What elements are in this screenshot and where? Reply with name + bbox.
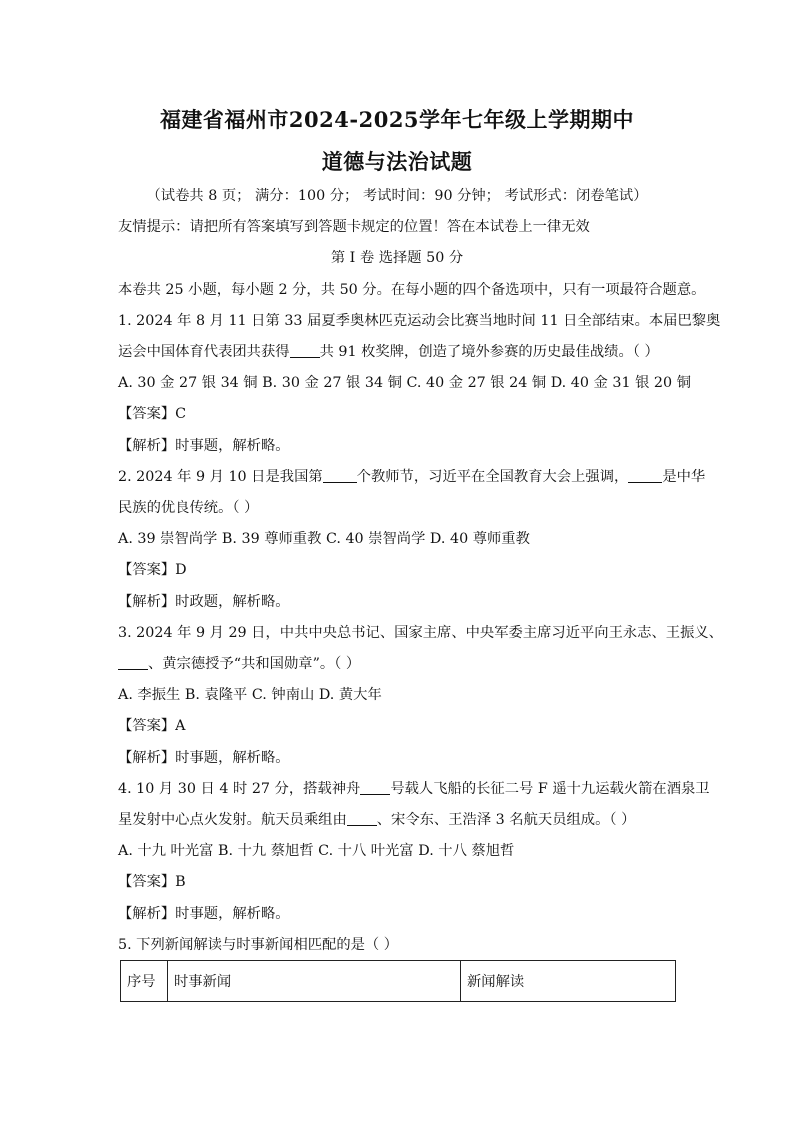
q1-stem-line2: 运会中国体育代表团共获得 共 91 枚奖牌，创造了境外参赛的历史最佳战绩。（ ） xyxy=(118,344,659,360)
table-header-cell: 新闻解读 xyxy=(461,961,676,1002)
exam-info: （试卷共 8 页； 满分：100 分； 考试时间：90 分钟； 考试形式：闭卷笔试） xyxy=(146,188,648,204)
q1-answer: 【答案】C xyxy=(118,406,187,422)
page-subtitle: 道德与法治试题 xyxy=(321,149,473,174)
answer-blank xyxy=(628,468,662,483)
tip-text: 友情提示：请把所有答案填写到答题卡规定的位置！答在本试卷上一律无效 xyxy=(118,219,590,235)
table-header-cell: 时事新闻 xyxy=(168,961,461,1002)
q3-stem-line1: 3. 2024 年 9 月 29 日，中共中央总书记、国家主席、中央军委主席习近平向王永志、王振义、 xyxy=(118,625,723,641)
q3-options: A. 李振生 B. 袁隆平 C. 钟南山 D. 黄大年 xyxy=(118,687,382,703)
answer-blank xyxy=(323,468,357,483)
q4-stem-line1: 4. 10 月 30 日 4 时 27 分，搭载神舟 号载人飞船的长征二号 F 遥十九运载火箭在酒泉卫 xyxy=(118,781,710,797)
q1-analysis: 【解析】时事题，解析略。 xyxy=(118,438,290,454)
instruction-text: 本卷共 25 小题，每小题 2 分，共 50 分。在每小题的四个备选项中，只有一项最符合题意。 xyxy=(118,282,706,298)
q4-options: A. 十九 叶光富 B. 十九 蔡旭哲 C. 十八 叶光富 D. 十八 蔡旭哲 xyxy=(118,843,515,859)
q3-answer: 【答案】A xyxy=(118,718,186,734)
table-header-cell: 序号 xyxy=(121,961,168,1002)
q2-answer: 【答案】D xyxy=(118,562,187,578)
q2-stem-line2: 民族的优良传统。（ ） xyxy=(118,500,259,516)
page-title: 福建省福州市2024-2025学年七年级上学期期中 xyxy=(159,107,635,132)
q3-analysis: 【解析】时事题，解析略。 xyxy=(118,750,290,766)
section-heading: 第 I 卷 选择题 50 分 xyxy=(330,250,464,266)
answer-blank xyxy=(290,343,320,358)
q2-options: A. 39 崇智尚学 B. 39 尊师重教 C. 40 崇智尚学 D. 40 尊师重教 xyxy=(118,531,530,547)
q3-stem-line2: 、黄宗德授予“共和国勋章”。（ ） xyxy=(118,654,693,674)
answer-blank xyxy=(118,655,148,670)
q5-stem: 5. 下列新闻解读与时事新闻相匹配的是（ ） xyxy=(118,937,399,953)
q1-options: A. 30 金 27 银 34 铜 B. 30 金 27 银 34 铜 C. 40 金 27 银 24 铜 D. 40 金 31 银 20 铜 xyxy=(118,375,691,391)
q2-analysis: 【解析】时政题，解析略。 xyxy=(118,594,290,610)
answer-blank xyxy=(360,780,390,795)
table-header-row xyxy=(121,961,676,1002)
q1-stem-line1: 1. 2024 年 8 月 11 日第 33 届夏季奥林匹克运动会比赛当地时间 11 日全部结束。本届巴黎奥 xyxy=(118,313,721,329)
answer-blank xyxy=(347,811,377,826)
q4-answer: 【答案】B xyxy=(118,874,186,890)
q4-stem-line2: 星发射中心点火发射。航天员乘组由 、宋令东、王浩泽 3 名航天员组成。（ ） xyxy=(118,812,636,828)
news-table xyxy=(120,960,676,1002)
q4-analysis: 【解析】时事题，解析略。 xyxy=(118,906,290,922)
q2-stem-line1: 2. 2024 年 9 月 10 日是我国第 个教师节，习近平在全国教育大会上强调， 是中华 xyxy=(118,469,706,485)
